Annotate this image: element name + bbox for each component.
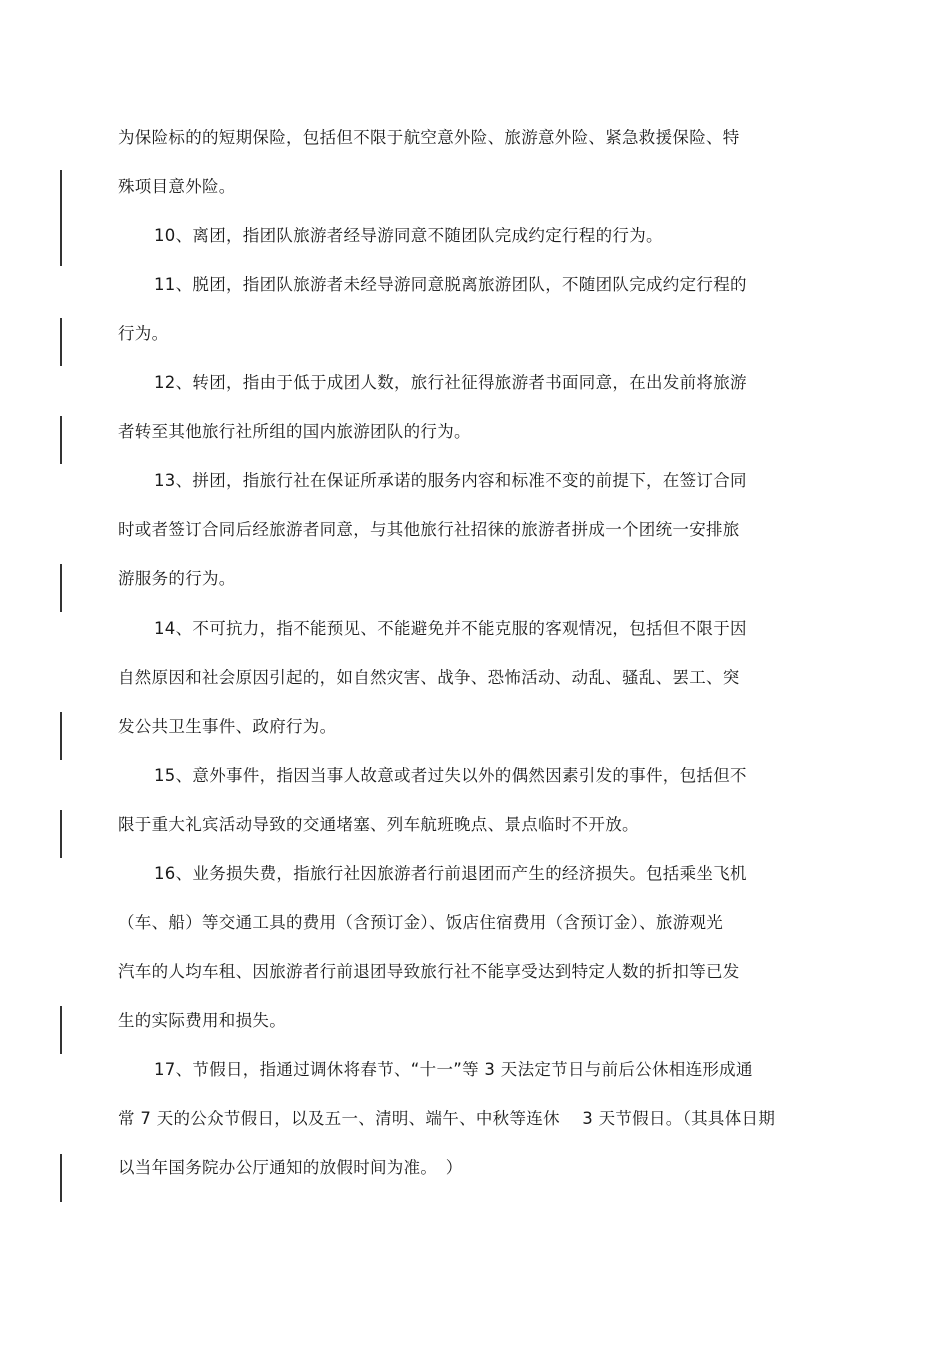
change-bar	[60, 170, 62, 266]
text-line: 者转至其他旅行社所组的国内旅游团队的行为。	[118, 422, 471, 441]
text-line: （车、船）等交通工具的费用（含预订金）、饭店住宿费用（含预订金）、旅游观光	[118, 913, 724, 932]
text-line: 13、拼团，指旅行社在保证所承诺的服务内容和标准不变的前提下，在签订合同	[154, 471, 747, 490]
text-line: 发公共卫生事件、政府行为。	[118, 717, 337, 736]
text-line: 为保险标的的短期保险，包括但不限于航空意外险、旅游意外险、紧急救援保险、特	[118, 128, 740, 147]
text-line: 自然原因和社会原因引起的，如自然灾害、战争、恐怖活动、动乱、骚乱、罢工、突	[118, 668, 740, 687]
change-bar	[60, 318, 62, 366]
change-bar	[60, 712, 62, 760]
change-bar	[60, 1154, 62, 1202]
text-line: 17、节假日，指通过调休将春节、“十一”等 3 天法定节日与前后公休相连形成通	[154, 1060, 753, 1079]
change-bar	[60, 810, 62, 858]
change-bar	[60, 564, 62, 612]
text-line: 游服务的行为。	[118, 569, 236, 588]
text-line: 以当年国务院办公厅通知的放假时间为准。 ）	[118, 1158, 463, 1177]
text-line: 11、脱团，指团队旅游者未经导游同意脱离旅游团队，不随团队完成约定行程的	[154, 275, 747, 294]
text-line: 10、离团，指团队旅游者经导游同意不随团队完成约定行程的行为。	[154, 226, 663, 245]
text-line: 行为。	[118, 324, 169, 343]
text-line: 16、业务损失费，指旅行社因旅游者行前退团而产生的经济损失。包括乘坐飞机	[154, 864, 747, 883]
change-bar	[60, 416, 62, 464]
text-line: 常 7 天的公众节假日，以及五一、清明、端午、中秋等连休 3 天节假日。（其具体日期	[118, 1109, 776, 1128]
text-line: 生的实际费用和损失。	[118, 1011, 286, 1030]
text-line: 殊项目意外险。	[118, 177, 236, 196]
text-line: 限于重大礼宾活动导致的交通堵塞、列车航班晚点、景点临时不开放。	[118, 815, 639, 834]
text-line: 时或者签订合同后经旅游者同意，与其他旅行社招徕的旅游者拼成一个团统一安排旅	[118, 520, 740, 539]
change-bar	[60, 1006, 62, 1054]
text-line: 汽车的人均车租、因旅游者行前退团导致旅行社不能享受达到特定人数的折扣等已发	[118, 962, 740, 981]
text-line: 15、意外事件，指因当事人故意或者过失以外的偶然因素引发的事件，包括但不	[154, 766, 747, 785]
text-line: 14、不可抗力，指不能预见、不能避免并不能克服的客观情况，包括但不限于因	[154, 619, 747, 638]
text-line: 12、转团，指由于低于成团人数，旅行社征得旅游者书面同意，在出发前将旅游	[154, 373, 747, 392]
